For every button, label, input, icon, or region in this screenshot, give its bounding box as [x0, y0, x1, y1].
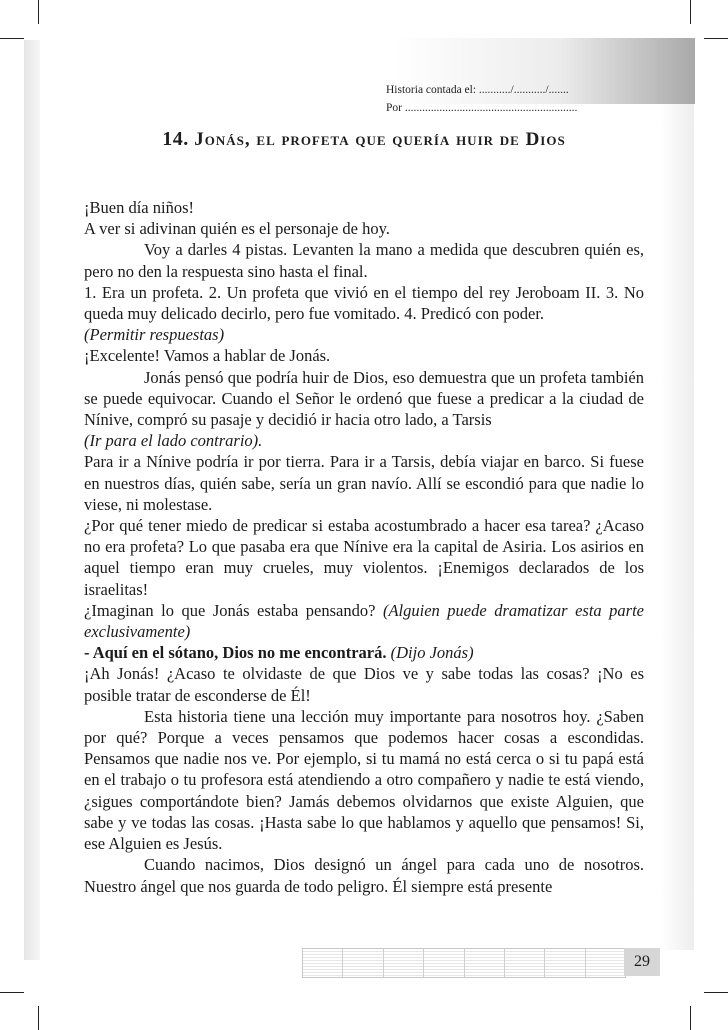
- film-frame: [586, 949, 625, 977]
- crop-mark: [38, 0, 39, 24]
- paragraph: Para ir a Nínive podría ir por tierra. Para ir a Tarsis, debía viajar en barco. Si fuese en nuestros días, quién sabe, sería un gran navío. Allí se escondió para que nadie lo viese, ni molestase.: [84, 452, 644, 514]
- paragraph-text: ¿Imaginan lo que Jonás estaba pensando?: [84, 600, 383, 620]
- crop-mark: [0, 992, 24, 993]
- crop-mark: [690, 0, 691, 24]
- paragraph: ¡Buen día niños!: [84, 198, 194, 217]
- crop-mark: [38, 1006, 39, 1030]
- story-teller-line: Por ............................................................: [386, 102, 578, 114]
- story-body: [84, 197, 644, 897]
- dialogue-line: - Aquí en el sótano, Dios no me encontrará.: [84, 643, 387, 663]
- stage-direction: (Alguien puede dramatizar esta parte exclusivamente): [84, 600, 645, 642]
- story-date-line: Historia contada el: .........../.........../.......: [386, 84, 569, 96]
- film-frame: [384, 949, 424, 977]
- paragraph: [84, 600, 644, 642]
- crop-mark: [690, 1006, 691, 1030]
- page-number: 29: [624, 948, 660, 976]
- paragraph: [84, 642, 644, 663]
- paragraph: A ver si adivinan quién es el personaje de hoy.: [84, 219, 390, 239]
- chapter-title: [0, 128, 728, 151]
- footer-film-strip: [302, 948, 626, 978]
- film-frame: [505, 949, 545, 977]
- chapter-title-text: Jonás, el profeta que quería huir de Dios: [194, 129, 566, 150]
- paragraph: ¡Ah Jonás! ¿Acaso te olvidaste de que Dios ve y sabe todas las cosas? ¡No es posible tratar de esconderse de Él!: [84, 664, 644, 705]
- paragraph: Jonás pensó que podría huir de Dios, eso demuestra que un profeta también se puede equivocar. Cuando el Señor le ordenó que fuese a predicar a la ciudad de Nínive, compró su pasaje y decidió ir hacia otro lado, a Tarsis: [84, 367, 644, 430]
- stage-direction: (Permitir respuestas): [84, 325, 225, 345]
- paragraph: Voy a darles 4 pistas. Levanten la mano a medida que descubren quién es, pero no den la respuesta sino hasta el final.: [84, 240, 644, 281]
- crop-mark: [704, 992, 728, 993]
- film-frame: [424, 949, 464, 977]
- crop-mark: [0, 38, 24, 39]
- paragraph: ¡Excelente! Vamos a hablar de Jonás.: [84, 346, 331, 366]
- paragraph: ¿Por qué tener miedo de predicar si estaba acostumbrado a hacer esa tarea? ¿Acaso no era profeta? Lo que pasaba era que Nínive era la capital de Asiria. Los asirios en aquel tiempo eran muy crueles, muy violentos. ¡Enemigos declarados de los israelitas!: [84, 516, 644, 599]
- chapter-number: 14.: [162, 128, 195, 150]
- film-frame: [343, 949, 383, 977]
- paragraph: Cuando nacimos, Dios designó un ángel para cada uno de nosotros. Nuestro ángel que nos guarda de todo peligro. Él siempre está presente: [84, 855, 644, 896]
- film-frame: [465, 949, 505, 977]
- right-margin-strip: [660, 38, 694, 950]
- stage-direction: (Dijo Jonás): [386, 643, 474, 663]
- crop-mark: [704, 38, 728, 39]
- left-margin-bar: [24, 40, 40, 960]
- film-frame: [303, 949, 343, 977]
- paragraph: Esta historia tiene una lección muy importante para nosotros hoy. ¿Saben por qué? Porque a veces pensamos que podemos hacer cosas a escondidas. Pensamos que nadie nos ve. Por ejemplo, si tu mamá no está cerca o si tu papá está en el trabajo o tu profesora está atendiendo a otro compañero y nadie te está viendo, ¿sigues comportándote bien? Jamás debemos olvidarnos que existe Alguien, que sabe y ve todas las cosas. ¡Hasta sabe lo que hablamos y aquello que pensamos! Si, ese Alguien es Jesús.: [84, 706, 644, 854]
- stage-direction: (Ir para el lado contrario).: [84, 431, 263, 451]
- paragraph: 1. Era un profeta. 2. Un profeta que vivió en el tiempo del rey Jeroboam II. 3. No queda muy delicado decirlo, pero fue vomitado. 4. Predicó con poder.: [84, 282, 644, 324]
- film-frame: [545, 949, 585, 977]
